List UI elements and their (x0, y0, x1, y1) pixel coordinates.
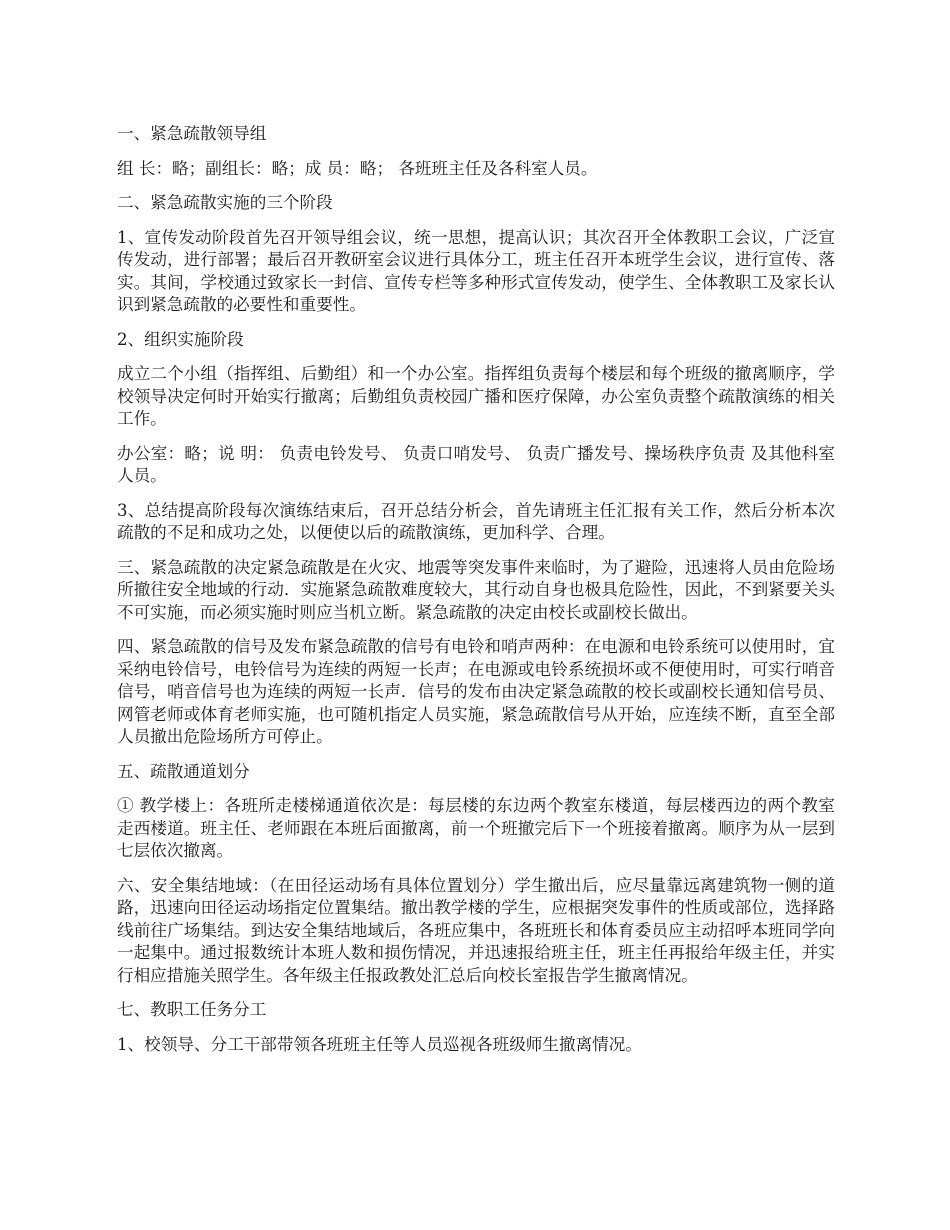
heading-leadership-group: 一、紧急疏散领导组 (117, 124, 267, 143)
paragraph-groups: 成立二个小组（指挥组、后勤组）和一个办公室。指挥组负责每个楼层和每个班级的撤离顺序，学校领导决定何时开始实行撤离；后勤组负责校园广播和医疗保障，办公室负责整个疏散演练的相关工作。 (117, 364, 835, 428)
heading-staff-tasks: 七、教职工任务分工 (117, 1000, 267, 1019)
paragraph-leadership-members: 组 长：略；副组长：略；成 员：略； 各班班主任及各科室人员。 (117, 158, 598, 178)
heading-evacuation-routes: 五、疏散通道划分 (117, 761, 250, 781)
paragraph-evacuation-signal: 四、紧急疏散的信号及发布紧急疏散的信号有电铃和哨声两种：在电源和电铃系统可以使用时，宜采纳电铃信号，电铃信号为连续的两短一长声；在电源或电铃系统损坏或不便使用时，可实行哨音信号，哨音信号也为连续的两短一长声．信号的发布由决定紧急疏散的校长或副校长通知信号员、网管老师或体育老师实施，也可随机指定人员实施，紧急疏散信号从开始，应连续不断，直至全部人员撤出危险场所方可停止。 (117, 637, 835, 746)
paragraph-office: 办公室：略；说 明： 负责电铃发号、 负责口哨发号、 负责广播发号、操场秩序负责 及其他科室人员。 (117, 443, 835, 485)
heading-stage-implementation: 2、组织实施阶段 (117, 329, 244, 349)
paragraph-stage-publicity: 1、宣传发动阶段首先召开领导组会议，统一思想，提高认识；其次召开全体教职工会议，广泛宣传发动，进行部署；最后召开教研室会议进行具体分工，班主任召开本班学生会议，进行宣传、落实。其间，学校通过致家长一封信、宣传专栏等多种形式宣传发动，使学生、全体教职工及家长认识到紧急疏散的必要性和重要性。 (117, 227, 835, 314)
paragraph-teaching-building: ① 教学楼上：各班所走楼梯通道依次是：每层楼的东边两个教室东楼道，每层楼西边的两个教室走西楼道。班主任、老师跟在本班后面撤离，前一个班撤完后下一个班接着撤离。顺序为从一层到七层依次撤离。 (117, 796, 835, 860)
paragraph-evacuation-decision: 三、紧急疏散的决定紧急疏散是在火灾、地震等突发事件来临时，为了避险，迅速将人员由危险场所撤往安全地域的行动．实施紧急疏散难度较大，其行动自身也极具危险性，因此，不到紧要关头不可实施，而必须实施时则应当机立断。紧急疏散的决定由校长或副校长做出。 (117, 557, 835, 622)
paragraph-assembly-area: 六、安全集结地域：（在田径运动场有具体位置划分）学生撤出后，应尽量靠远离建筑物一侧的道路，迅速向田径运动场指定位置集结。撤出教学楼的学生，应根据突发事件的性质或部位，选择路线前往广场集结。到达安全集结地域后，各班应集中，各班班长和体育委员应主动招呼本班同学向一起集中。通过报数统计本班人数和损伤情况，并迅速报给班主任，班主任再报给年级主任，并实行相应措施关照学生。各年级主任报政教处汇总后向校长室报告学生撤离情况。 (117, 875, 835, 985)
paragraph-stage-summary: 3、总结提高阶段每次演练结束后，召开总结分析会，首先请班主任汇报有关工作，然后分析本次疏散的不足和成功之处，以便使以后的疏散演练，更加科学、合理。 (117, 500, 835, 542)
paragraph-staff-task-1: 1、校领导、分工干部带领各班班主任等人员巡视各班级师生撤离情况。 (117, 1034, 642, 1054)
document-body (117, 123, 835, 1068)
heading-three-stages: 二、紧急疏散实施的三个阶段 (117, 193, 333, 212)
